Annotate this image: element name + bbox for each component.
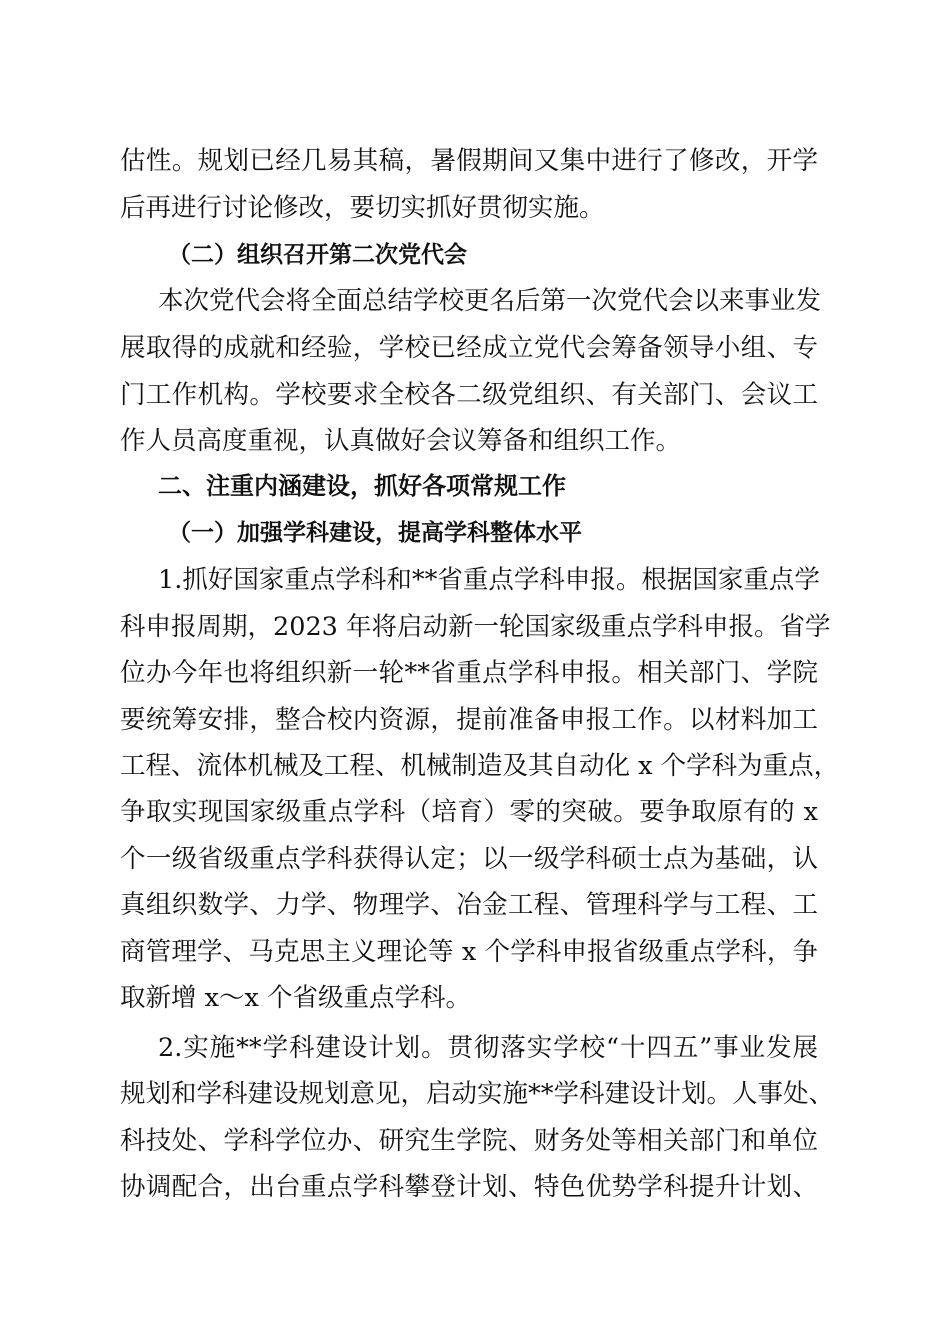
body-text-line: 展取得的成就和经验，学校已经成立党代会筹备领导小组、专 — [120, 333, 818, 363]
body-text-line: 取新增 x～x 个省级重点学科。 — [120, 983, 471, 1013]
body-text-line: 2.实施**学科建设计划。贯彻落实学校“十四五”事业发展 — [158, 1033, 818, 1063]
body-text-line: 要统筹安排，整合校内资源，提前准备申报工作。以材料加工 — [120, 705, 818, 735]
body-text-line: 工程、流体机械及工程、机械制造及其自动化 x 个学科为重点， — [120, 751, 840, 781]
section-subheading: （二）组织召开第二次党代会 — [168, 241, 467, 268]
body-text-line: 科技处、学科学位办、研究生学院、财务处等相关部门和单位 — [120, 1126, 818, 1156]
body-text-line: 估性。规划已经几易其稿，暑假期间又集中进行了修改，开学 — [120, 146, 818, 176]
body-text-line: 科申报周期，2023 年将启动新一轮国家级重点学科申报。省学 — [120, 612, 831, 642]
body-text-line: 个一级省级重点学科获得认定；以一级学科硕士点为基础，认 — [120, 844, 818, 874]
body-text-line: 协调配合，出台重点学科攀登计划、特色优势学科提升计划、 — [120, 1172, 818, 1202]
body-text-line: 位办今年也将组织新一轮**省重点学科申报。相关部门、学院 — [120, 658, 818, 688]
body-text-line: 作人员高度重视，认真做好会议筹备和组织工作。 — [120, 426, 682, 456]
body-text-line: 门工作机构。学校要求全校各二级党组织、有关部门、会议工 — [120, 380, 818, 410]
body-text-line: 争取实现国家级重点学科（培育）零的突破。要争取原有的 x — [120, 797, 818, 827]
body-text-line: 商管理学、马克思主义理论等 x 个学科申报省级重点学科，争 — [120, 937, 818, 967]
body-text-line: 规划和学科建设规划意见，启动实施**学科建设计划。人事处、 — [120, 1079, 835, 1109]
section-heading: 二、注重内涵建设，抓好各项常规工作 — [158, 472, 566, 500]
body-text-line: 1.抓好国家重点学科和**省重点学科申报。根据国家重点学 — [158, 565, 820, 595]
body-text-line: 后再进行讨论修改，要切实抓好贯彻实施。 — [120, 193, 605, 223]
section-subheading: （一）加强学科建设，提高学科整体水平 — [168, 519, 582, 546]
body-text-line: 本次党代会将全面总结学校更名后第一次党代会以来事业发 — [158, 286, 822, 316]
body-text-line: 真组织数学、力学、物理学、冶金工程、管理科学与工程、工 — [120, 890, 818, 920]
